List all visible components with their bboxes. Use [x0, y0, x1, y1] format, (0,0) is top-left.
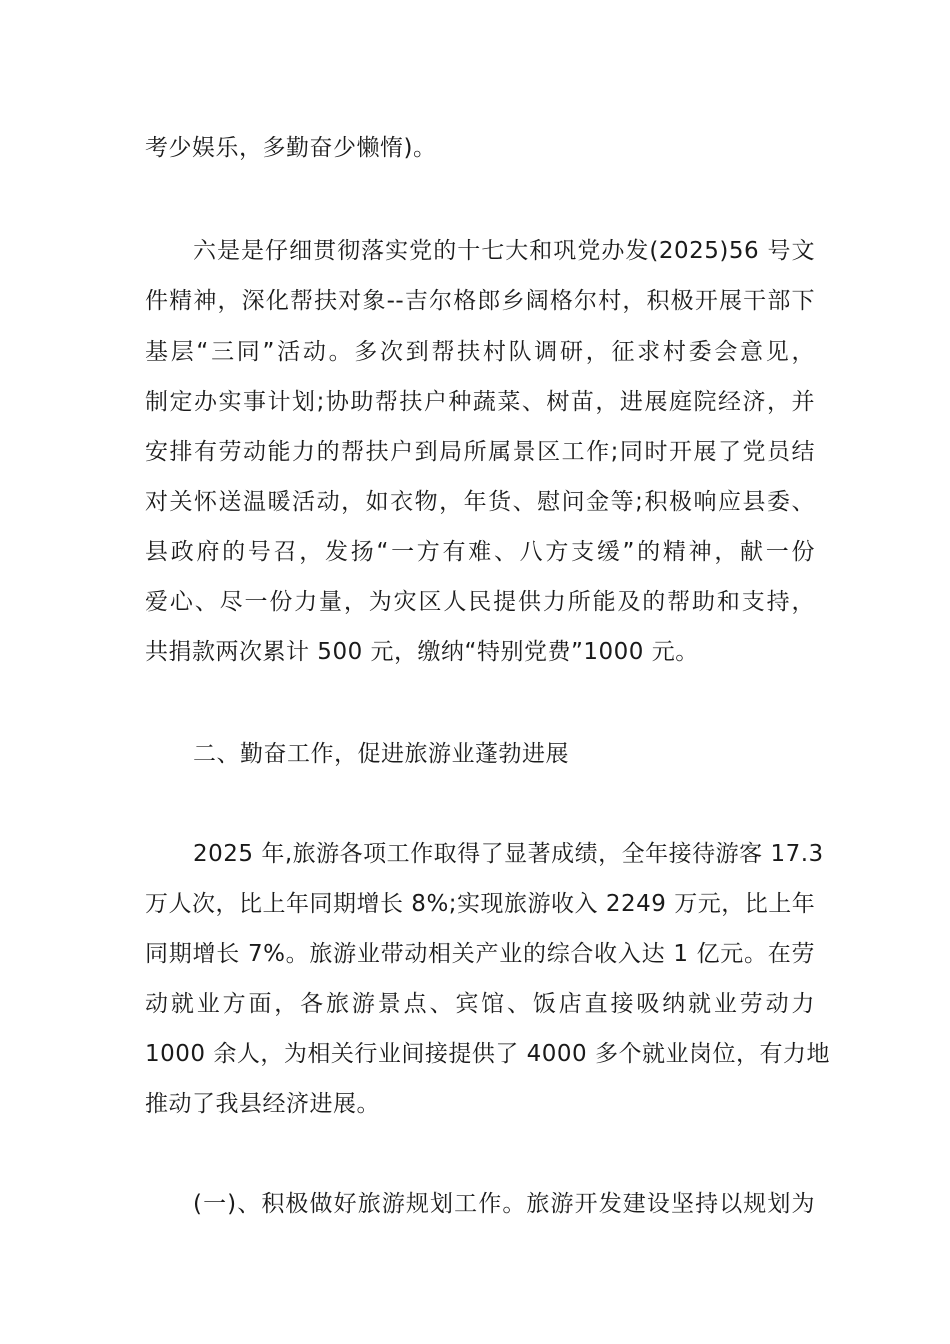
paragraph-line: 制定办实事计划;协助帮扶户种蔬菜、树苗，进展庭院经济，并 [145, 389, 815, 415]
paragraph-line: 爱心、尽一份力量，为灾区人民提供力所能及的帮助和支持， [145, 589, 815, 615]
paragraph-line: 动就业方面，各旅游景点、宾馆、饭店直接吸纳就业劳动力 [145, 991, 815, 1017]
paragraph-line: 县政府的号召，发扬“一方有难、八方支缓”的精神，献一份 [145, 539, 815, 565]
paragraph-line: 1000 余人，为相关行业间接提供了 4000 多个就业岗位，有力地 [145, 1041, 830, 1067]
paragraph-line: 基层“三同”活动。多次到帮扶村队调研，征求村委会意见， [145, 339, 815, 365]
paragraph-line: 万人次，比上年同期增长 8%;实现旅游收入 2249 万元，比上年 [145, 891, 816, 917]
paragraph-line: 2025 年,旅游各项工作取得了显著成绩，全年接待游客 17.3 [193, 841, 824, 867]
paragraph-line: 推动了我县经济进展。 [145, 1091, 380, 1117]
paragraph-line: 六是是仔细贯彻落实党的十七大和巩党办发(2025)56 号文 [193, 238, 815, 264]
paragraph-line: (一)、积极做好旅游规划工作。旅游开发建设坚持以规划为 [193, 1191, 815, 1217]
paragraph-line: 件精神，深化帮扶对象--吉尔格郎乡阔格尔村，积极开展干部下 [145, 288, 815, 314]
section-heading: 二、勤奋工作，促进旅游业蓬勃进展 [193, 741, 569, 767]
paragraph-line: 共捐款两次累计 500 元，缴纳“特别党费”1000 元。 [145, 639, 699, 665]
paragraph-line: 安排有劳动能力的帮扶户到局所属景区工作;同时开展了党员结 [145, 439, 815, 465]
paragraph-continuation-line: 考少娱乐，多勤奋少懒惰)。 [145, 135, 437, 161]
paragraph-line: 对关怀送温暖活动，如衣物，年货、慰问金等;积极响应县委、 [145, 489, 815, 515]
paragraph-line: 同期增长 7%。旅游业带动相关产业的综合收入达 1 亿元。在劳 [145, 941, 815, 967]
